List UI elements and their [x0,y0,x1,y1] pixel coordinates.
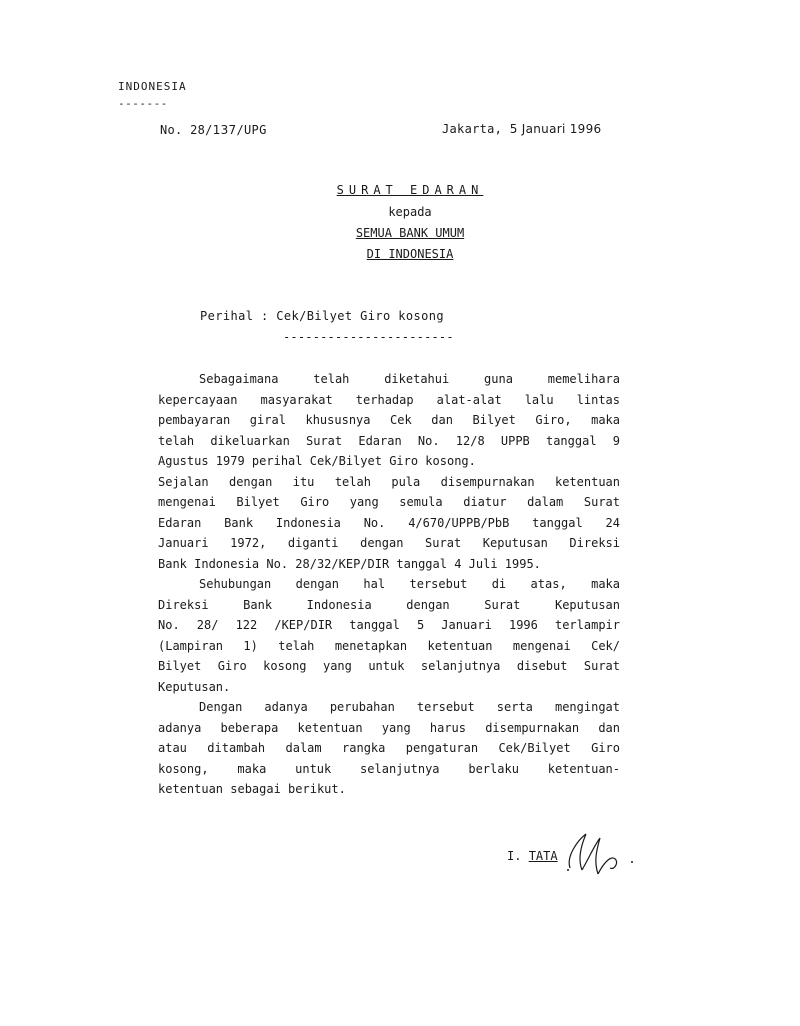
body-line: adanya beberapa ketentuan yang harus disempurnakan dan [158,720,620,735]
reference-prefix: No. 28/ [160,123,213,137]
kepada-label: kepada [388,205,432,219]
body-line: pembayaran giral khususnya Cek dan Bilyet Giro, maka [158,413,620,427]
signatory [507,849,558,863]
body-line: Sebagaimana telah diketahui guna memelihara [199,372,620,386]
body-line: Direksi Bank Indonesia dengan Surat Keputusan [158,597,620,612]
recipient-line-1: SEMUA BANK UMUM [355,226,465,240]
body-line: atau ditambah dalam rangka pengaturan Cek/Bilyet Giro [158,741,620,755]
body-line: (Lampiran 1) telah menetapkan ketentuan mengenai Cek/ [158,638,620,653]
date-prefix: Jakarta, [442,122,510,136]
date-handwritten: 5 Januari 1996 [509,122,602,136]
body-line: Januari 1972, diganti dengan Surat Keputusan Direksi [158,536,620,550]
body-line: Bank Indonesia No. 28/32/KEP/DIR tanggal 4 Juli 1995. [158,556,541,571]
document-title: SURAT EDARAN [336,183,484,197]
body-line: Sejalan dengan itu telah pula disempurnakan ketentuan [158,474,620,489]
body-line: Keputusan. [158,679,231,694]
letter-date [442,122,601,136]
handwritten-signature [560,826,640,878]
body-line: kepercayaan masyarakat terhadap alat-alat lalu lintas [158,392,620,407]
institution-header: INDONESIA [118,80,187,93]
body-line: kosong, maka untuk selanjutnya berlaku ketentuan- [158,761,620,776]
body-line: No. 28/ 122 /KEP/DIR tanggal 5 Januari 1996 terlampir [158,618,620,632]
subject-underline: ----------------------- [283,330,454,344]
subject-line: Perihal : Cek/Bilyet Giro kosong [200,309,444,323]
body-line: Edaran Bank Indonesia No. 4/670/UPPB/PbB tanggal 24 [158,515,620,530]
body-line: mengenai Bilyet Giro yang semula diatur dalam Surat [158,495,620,509]
recipient-line-2: DI INDONESIA [366,247,454,261]
reference-handwritten: 137 [212,123,237,137]
institution-header-rule: ------- [118,97,168,110]
signatory-name: TATA [528,849,558,863]
body-line: telah dikeluarkan Surat Edaran No. 12/8 UPPB tanggal 9 [158,433,620,448]
body-line: Bilyet Giro kosong yang untuk selanjutnya disebut Surat [158,659,620,673]
body-line: ketentuan sebagai berikut. [158,782,346,796]
body-line: Sehubungan dengan hal tersebut di atas, maka [199,577,620,591]
body-line: Agustus 1979 perihal Cek/Bilyet Giro kosong. [158,454,476,468]
reference-suffix: /UPG [236,123,267,137]
signatory-initial: I. [507,849,529,863]
body-line: Dengan adanya perubahan tersebut serta mengingat [199,700,620,714]
letter-body [158,369,620,800]
reference-number [160,123,267,137]
